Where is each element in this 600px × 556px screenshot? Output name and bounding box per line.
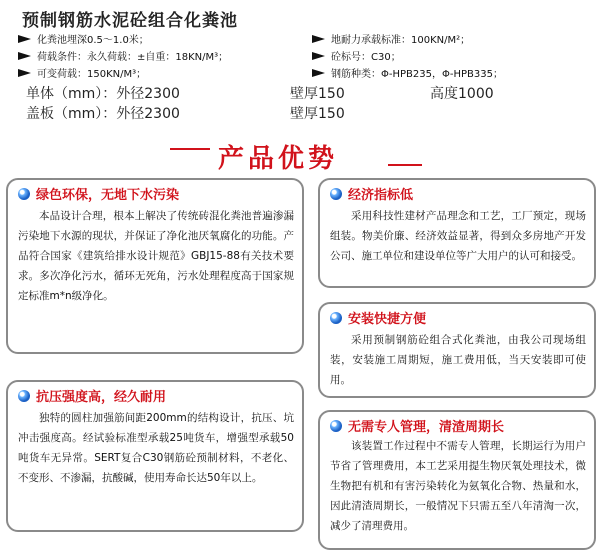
spec-right-1 [312, 48, 401, 63]
card-title: 经济指标低 [348, 188, 414, 203]
card-body [330, 206, 586, 266]
page-title: 预制钢筋水泥砼组合化粪池 [22, 11, 238, 31]
dim-unit-wall: 壁厚150 [290, 86, 345, 102]
card-header [330, 184, 413, 203]
card-header [330, 308, 426, 327]
card-body [18, 408, 294, 488]
card-header [18, 386, 166, 405]
heading-line-right [388, 164, 422, 166]
card-title: 无需专人管理，清渣周期长 [348, 420, 505, 435]
card-title: 抗压强度高，经久耐用 [36, 390, 167, 405]
spec-text: 地耐力承载标准：100KN/M²； [331, 35, 471, 46]
spec-left-2 [18, 65, 146, 80]
arrow-icon [18, 69, 31, 77]
card-body [18, 206, 294, 306]
dim-cover-wall: 壁厚150 [290, 106, 345, 122]
arrow-icon [18, 35, 31, 43]
card-title: 安装快捷方便 [348, 312, 427, 327]
card-text: 采用科技性建材产品理念和工艺，工厂预定，现场组装。物美价廉、经济效益显著，得到众多房地产开发公司、施工单位和建设单位等广大用户的认可和接受。 [330, 210, 586, 262]
advantages-title: 产品优势 [218, 144, 339, 174]
arrow-icon [18, 52, 31, 60]
card-text: 独特的圆柱加强筋间距200mm的结构设计，抗压、坑冲击强度高。经试验标准型承载25吨货车，增强型承载50吨货车无异常。SERT复合C30钢筋砼预制材料，不老化、不变形、不渗漏，抗酸碱，使用寿命长达50年以上。 [18, 412, 294, 484]
card-text: 本品设计合理，根本上解决了传统砖混化粪池普遍渗漏污染地下水源的现状，并保证了净化池厌氧腐化的功能。产品符合国家《建筑给排水设计规范》GBJ15-88有关技术要求。多次净化污水，循环无死角，污水处理程度高于国家规定标准m*n级净化。 [18, 210, 294, 302]
spec-text: 钢筋种类：Φ-HPB235，Φ-HPB335； [331, 69, 503, 80]
card-title: 绿色环保，无地下水污染 [36, 188, 180, 203]
spec-right-0 [312, 31, 470, 46]
spec-text: 化粪池埋深0.5～1.0米； [37, 35, 149, 46]
spec-right-2 [312, 65, 503, 80]
bullet-icon [18, 390, 30, 402]
spec-left-1 [18, 48, 228, 63]
card-economy [318, 178, 596, 288]
bullet-icon [330, 420, 342, 432]
heading-line-left [170, 148, 210, 150]
card-strength [6, 380, 304, 532]
bullet-icon [330, 188, 342, 200]
spec-text: 荷载条件：永久荷载：±自重：18KN/M³； [37, 52, 229, 63]
bullet-icon [18, 188, 30, 200]
bullet-icon [330, 312, 342, 324]
spec-text: 砼标号：C30； [331, 52, 401, 63]
spec-text: 可变荷载：150KN/M³； [37, 69, 147, 80]
spec-left-0 [18, 31, 149, 46]
dim-cover-label: 盖板（mm）：外径2300 [26, 106, 180, 122]
dim-unit-label: 单体（mm）：外径2300 [26, 86, 180, 102]
arrow-icon [312, 35, 325, 43]
card-body [330, 436, 586, 536]
card-maintenance [318, 410, 596, 550]
card-header [330, 416, 504, 435]
card-text: 采用预制钢筋砼组合式化粪池，由我公司现场组装，安装施工周期短，施工费用低，当天安装即可使用。 [330, 334, 586, 386]
card-text: 该装置工作过程中不需专人管理，长期运行为用户节省了管理费用，本工艺采用提生物厌氧处理技术，微生物把有机和有害污染转化为氨氧化合物、热量和水，因此清渣周期长，一般情况下只需五至八年清淘一次，减少了清理费用。 [330, 440, 586, 532]
card-body [330, 330, 586, 390]
dim-unit-height: 高度1000 [430, 86, 494, 102]
arrow-icon [312, 69, 325, 77]
card-green [6, 178, 304, 354]
card-header [18, 184, 179, 203]
arrow-icon [312, 52, 325, 60]
card-install [318, 302, 596, 398]
